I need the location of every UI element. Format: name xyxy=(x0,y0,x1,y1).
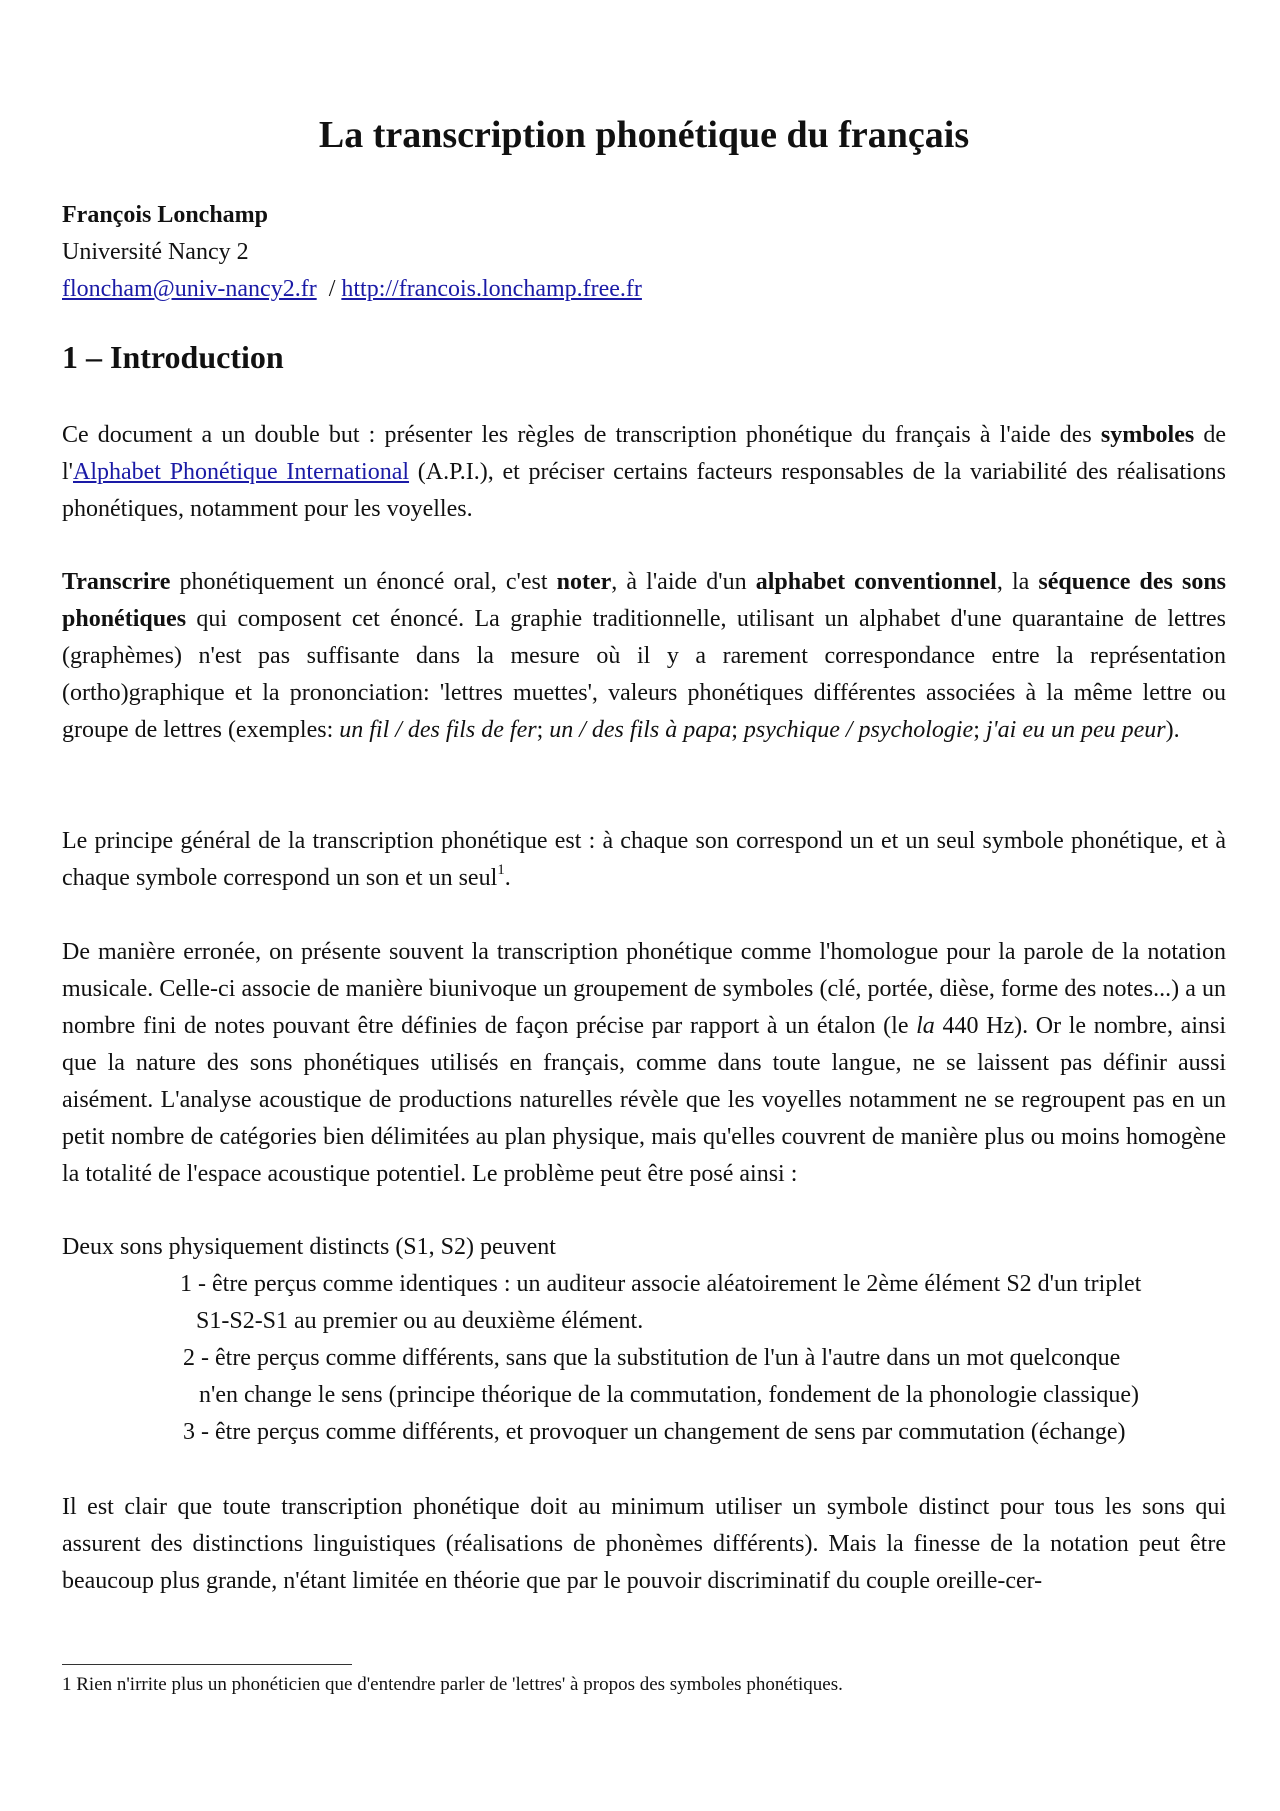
list-item xyxy=(62,1266,1220,1340)
bold-run: noter xyxy=(556,569,612,595)
list-item-continuation: n'en change le sens (principe théorique de la commutation, fondement de la phonologie classique) xyxy=(199,1382,1140,1408)
list-item-continuation: S1-S2-S1 au premier ou au deuxième élément. xyxy=(196,1308,644,1334)
text-run: de l' xyxy=(62,422,1226,485)
paragraph-conclusion: Il est clair que toute transcription phonétique doit au minimum utiliser un symbole distinct pour tous les sons qui assurent des distinctions linguistiques (réalisations de phonèmes différents). Mais la finesse de la notation peut être beaucoup plus grande, n'étant limitée en théorie que par le pouvoir discriminatif du couple oreille-cer- xyxy=(62,1494,1226,1594)
author-name: François Lonchamp xyxy=(62,202,269,228)
text-run: (A.P.I.), et préciser certains facteurs responsables de la variabilité des réalisations phonétiques, notamment pour les voyelles. xyxy=(62,459,1227,522)
bold-run: symboles xyxy=(1100,422,1195,448)
text-run: ). xyxy=(1165,717,1180,743)
list-item-line: 2 - être perçus comme différents, sans que la substitution de l'un à l'autre dans un mot quelconque xyxy=(183,1345,1121,1371)
list-item-line: 1 - être perçus comme identiques : un auditeur associe aléatoirement le 2ème élément S2 d'un triplet xyxy=(180,1271,1142,1297)
text-run: De manière erronée, on présente souvent la transcription phonétique comme l'homologue pour la parole de la notation musicale. Celle-ci associe de manière biunivoque un groupement de symboles (clé, portée, dièse, forme des notes...) a un nombre fini de notes pouvant être définies de façon précise par rapport à un étalon (le xyxy=(62,939,1226,1039)
text-run: , la xyxy=(996,569,1039,595)
bold-run: alphabet conventionnel xyxy=(755,569,997,595)
paragraph-definition xyxy=(62,564,1226,749)
list-item xyxy=(62,1340,1220,1414)
list-item-line: 3 - être perçus comme différents, et provoquer un changement de sens par commutation (échange) xyxy=(183,1419,1126,1445)
contact-separator: / xyxy=(328,276,336,302)
text-run: 440 Hz). Or le nombre, ainsi que la nature des sons phonétiques utilisés en français, comme dans toute langue, ne se laissent pas définir aussi aisément. L'analyse acoustique de productions naturelles révèle que les voyelles notamment ne se regroupent pas en un petit nombre de catégories bien délimitées au plan physique, mais qu'elles couvrent de manière plus ou moins homogène la totalité de l'espace acoustique potentiel. Le problème peut être posé ainsi : xyxy=(62,1013,1226,1187)
list-item xyxy=(62,1414,1220,1451)
paragraph-purpose xyxy=(62,417,1226,528)
perception-list xyxy=(62,1266,1226,1451)
bold-run: Transcrire xyxy=(62,569,171,595)
footnote-marker[interactable]: 1 xyxy=(497,862,505,878)
text-run: ; xyxy=(731,717,744,743)
text-run: , à l'aide d'un xyxy=(611,569,756,595)
footnote-divider xyxy=(62,1664,352,1665)
text-run: ; xyxy=(973,717,986,743)
bold-run: séquence des sons phonétiques xyxy=(62,569,1227,632)
text-run: qui composent cet énoncé. La graphie traditionnelle, utilisant un alphabet d'une quarantaine de lettres (graphèmes) n'est pas suffisante dans la mesure où il y a rarement correspondance entre la représentation (ortho)graphique et la prononciation: 'lettres muettes', valeurs phonétiques différentes associées à la même lettre ou groupe de lettres (exemples: xyxy=(62,606,1226,743)
list-lead: Deux sons physiquement distincts (S1, S2) peuvent xyxy=(62,1234,556,1260)
text-run: Le principe général de la transcription phonétique est : à chaque son correspond un et un seul symbole phonétique, et à chaque symbole correspond un son et un seul xyxy=(62,828,1226,891)
author-contacts xyxy=(62,271,642,308)
website-link[interactable]: http://francois.lonchamp.free.fr xyxy=(341,276,642,302)
paragraph-principle xyxy=(62,823,1226,897)
italic-run: un / des fils à papa xyxy=(549,717,732,743)
paragraph-music-analogy xyxy=(62,934,1226,1193)
api-link[interactable]: Alphabet Phonétique International xyxy=(73,459,410,485)
section-heading-introduction: 1 – Introduction xyxy=(62,339,284,375)
text-run: ; xyxy=(536,717,550,743)
italic-run: un fil / des fils de fer xyxy=(339,717,537,743)
footnote: 1 Rien n'irrite plus un phonéticien que d'entendre parler de 'lettres' à propos des symboles phonétiques. xyxy=(62,1674,843,1695)
italic-run: la xyxy=(916,1013,935,1039)
italic-run: psychique / psychologie xyxy=(743,717,974,743)
author-affiliation: Université Nancy 2 xyxy=(62,239,249,265)
email-link[interactable]: floncham@univ-nancy2.fr xyxy=(62,276,317,302)
document-title: La transcription phonétique du français xyxy=(318,114,970,156)
text-run: Ce document a un double but : présenter les règles de transcription phonétique du français à l'aide des xyxy=(62,422,1101,448)
text-run: phonétiquement un énoncé oral, c'est xyxy=(170,569,557,595)
text-run: . xyxy=(504,865,511,891)
italic-run: j'ai eu un peu peur xyxy=(985,717,1166,743)
document-page xyxy=(62,0,1226,1811)
